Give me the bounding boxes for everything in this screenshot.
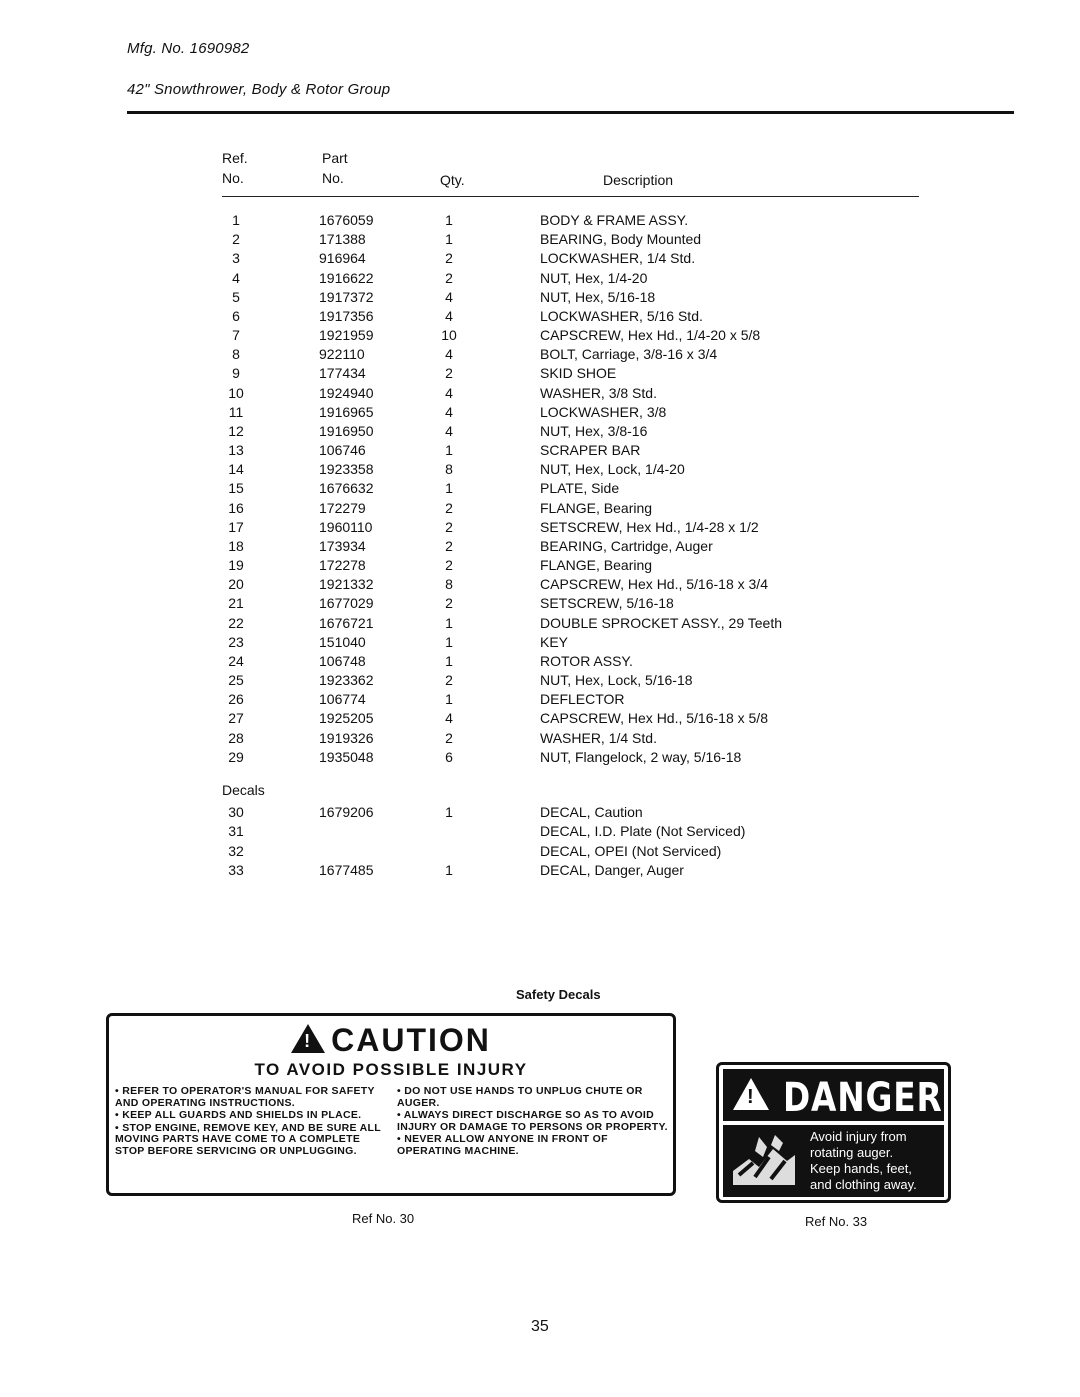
part-number: 1676721 (319, 614, 374, 631)
quantity: 2 (445, 365, 453, 382)
quantity: 1 (445, 652, 453, 669)
table-row (0, 346, 1080, 365)
danger-message: Avoid injury from rotating auger. Keep hands, feet, and clothing away. (810, 1129, 917, 1192)
part-number: 1924940 (319, 384, 374, 401)
description: DECAL, I.D. Plate (Not Serviced) (540, 823, 746, 840)
part-number: 1676632 (319, 480, 374, 497)
description: BEARING, Cartridge, Auger (540, 537, 713, 554)
ref-number: 11 (228, 403, 244, 420)
ref-number: 7 (232, 327, 240, 344)
caution-item: • ALWAYS DIRECT DISCHARGE SO AS TO AVOID INJURY OR DAMAGE TO PERSONS OR PROPERTY. (397, 1109, 668, 1133)
quantity: 6 (445, 748, 453, 765)
part-number: 1676059 (319, 212, 374, 228)
quantity: 8 (445, 461, 453, 478)
part-number: 1935048 (319, 748, 374, 765)
table-row (0, 691, 1080, 710)
table-row (0, 212, 1080, 231)
part-number: 1916950 (319, 422, 374, 439)
ref-number: 18 (228, 537, 244, 554)
table-row (0, 595, 1080, 614)
quantity: 2 (445, 518, 453, 535)
table-row (0, 250, 1080, 269)
table-row (0, 576, 1080, 595)
caution-item: • NEVER ALLOW ANYONE IN FRONT OF OPERATING MACHINE. (397, 1133, 608, 1157)
table-row (0, 500, 1080, 519)
danger-decal (716, 1062, 951, 1203)
ref-number: 19 (228, 557, 244, 574)
ref-number: 6 (232, 307, 240, 324)
description: BODY & FRAME ASSY. (540, 212, 689, 228)
caution-decal (106, 1013, 676, 1196)
header-rule (127, 111, 1014, 114)
part-number: 1919326 (319, 729, 374, 746)
part-number: 1677485 (319, 861, 374, 878)
safety-decals-caption: Safety Decals (516, 987, 601, 1002)
ref-number: 32 (228, 842, 244, 859)
quantity: 2 (445, 557, 453, 574)
table-row (0, 730, 1080, 749)
table-row (0, 404, 1080, 423)
caution-title: ! CAUTION (109, 1022, 673, 1059)
description: DECAL, Caution (540, 804, 643, 820)
quantity: 4 (445, 384, 453, 401)
quantity: 4 (445, 403, 453, 420)
table-row (0, 557, 1080, 576)
ref-number: 5 (232, 288, 240, 305)
table-row (0, 270, 1080, 289)
table-row (0, 461, 1080, 480)
danger-header (723, 1069, 944, 1121)
quantity: 4 (445, 288, 453, 305)
table-row (0, 365, 1080, 384)
caution-left-items (115, 1086, 391, 1158)
part-number: 1921959 (319, 327, 374, 344)
ref-number: 26 (228, 691, 244, 708)
quantity: 8 (445, 576, 453, 593)
description: SKID SHOE (540, 365, 617, 382)
table-row (0, 327, 1080, 346)
quantity: 4 (445, 422, 453, 439)
caution-right-items (397, 1086, 669, 1158)
table-row (0, 749, 1080, 768)
part-number: 916964 (319, 250, 366, 267)
mfg-number: Mfg. No. 1690982 (127, 40, 250, 57)
page-number: 35 (531, 1318, 549, 1335)
part-number: 177434 (319, 365, 366, 382)
quantity: 1 (445, 442, 453, 459)
table-row (0, 385, 1080, 404)
table-row (0, 480, 1080, 499)
table-row (0, 231, 1080, 250)
ref-number: 2 (232, 231, 240, 248)
warning-triangle-icon: ! (733, 1078, 769, 1110)
danger-body (723, 1125, 944, 1197)
table-header-rule (222, 196, 919, 197)
col-part-heading: Part No. (322, 150, 348, 186)
ref-number: 20 (228, 576, 244, 593)
description: DECAL, Danger, Auger (540, 861, 684, 878)
col-qty-heading: Qty. (440, 172, 465, 188)
quantity: 2 (445, 537, 453, 554)
part-number: 106774 (319, 691, 366, 708)
quantity: 2 (445, 269, 453, 286)
part-number: 151040 (319, 633, 366, 650)
part-number: 1923362 (319, 672, 374, 689)
description: SETSCREW, Hex Hd., 1/4-28 x 1/2 (540, 518, 759, 535)
part-number: 922110 (319, 346, 365, 363)
quantity: 1 (445, 633, 453, 650)
part-number: 1921332 (319, 576, 374, 593)
table-row (0, 672, 1080, 691)
quantity: 4 (445, 346, 453, 363)
ref-number: 8 (232, 346, 240, 363)
ref-number: 4 (232, 269, 240, 286)
quantity: 2 (445, 595, 453, 612)
description: LOCKWASHER, 1/4 Std. (540, 250, 696, 267)
ref-number: 28 (228, 729, 244, 746)
description: NUT, Hex, 5/16-18 (540, 288, 656, 305)
table-row (0, 615, 1080, 634)
caution-ref-label: Ref No. 30 (352, 1211, 415, 1226)
table-row (0, 804, 1080, 823)
part-number: 106746 (319, 442, 366, 459)
danger-title: DANGER (783, 1075, 943, 1121)
part-number: 1916965 (319, 403, 374, 420)
description: DECAL, OPEI (Not Serviced) (540, 842, 722, 859)
part-number: 173934 (319, 537, 366, 554)
part-number: 1923358 (319, 461, 374, 478)
part-number: 1679206 (319, 804, 374, 820)
ref-number: 23 (228, 633, 244, 650)
description: WASHER, 3/8 Std. (540, 384, 657, 401)
table-row (0, 519, 1080, 538)
ref-number: 16 (228, 499, 244, 516)
part-number: 1917356 (319, 307, 374, 324)
ref-number: 13 (228, 442, 244, 459)
ref-number: 21 (228, 595, 244, 612)
part-number: 1925205 (319, 710, 374, 727)
description: SETSCREW, 5/16-18 (540, 595, 674, 612)
col-desc-heading: Description (603, 172, 674, 188)
warning-triangle-icon: ! (291, 1024, 325, 1053)
description: CAPSCREW, Hex Hd., 5/16-18 x 3/4 (540, 576, 768, 593)
description: ROTOR ASSY. (540, 652, 633, 669)
quantity: 1 (445, 691, 453, 708)
description: LOCKWASHER, 3/8 (540, 403, 667, 420)
description: WASHER, 1/4 Std. (540, 729, 657, 746)
quantity: 1 (445, 231, 453, 248)
table-row (0, 843, 1080, 862)
group-title: 42" Snowthrower, Body & Rotor Group (127, 81, 391, 98)
table-row (0, 862, 1080, 881)
description: NUT, Hex, 3/8-16 (540, 422, 648, 439)
ref-number: 1 (232, 212, 240, 228)
description: BOLT, Carriage, 3/8-16 x 3/4 (540, 346, 718, 363)
quantity: 1 (445, 212, 453, 228)
ref-number: 12 (228, 422, 244, 439)
description: CAPSCREW, Hex Hd., 1/4-20 x 5/8 (540, 327, 761, 344)
table-row (0, 442, 1080, 461)
quantity: 4 (445, 710, 453, 727)
table-row (0, 823, 1080, 842)
table-row (0, 653, 1080, 672)
description: DOUBLE SPROCKET ASSY., 29 Teeth (540, 614, 783, 631)
ref-number: 14 (228, 461, 244, 478)
table-row (0, 538, 1080, 557)
quantity: 1 (445, 804, 453, 820)
description: DEFLECTOR (540, 691, 625, 708)
description: FLANGE, Bearing (540, 499, 653, 516)
quantity: 1 (445, 861, 453, 878)
danger-ref-label: Ref No. 33 (805, 1214, 868, 1229)
description: BEARING, Body Mounted (540, 231, 702, 248)
quantity: 1 (445, 480, 453, 497)
description: SCRAPER BAR (540, 442, 641, 459)
decals-heading: Decals (222, 782, 265, 798)
caution-item: • KEEP ALL GUARDS AND SHIELDS IN PLACE. (115, 1109, 362, 1121)
col-ref-heading: Ref. No. (222, 150, 248, 186)
description: NUT, Flangelock, 2 way, 5/16-18 (540, 748, 742, 765)
table-row (0, 634, 1080, 653)
ref-number: 33 (228, 861, 244, 878)
ref-number: 22 (228, 614, 244, 631)
caution-subtitle: TO AVOID POSSIBLE INJURY (254, 1060, 528, 1079)
part-number: 1916622 (319, 269, 374, 286)
table-row (0, 423, 1080, 442)
description: NUT, Hex, Lock, 5/16-18 (540, 672, 693, 689)
part-number: 1960110 (319, 518, 373, 535)
ref-number: 31 (228, 823, 244, 840)
description: CAPSCREW, Hex Hd., 5/16-18 x 5/8 (540, 710, 768, 727)
ref-number: 30 (228, 804, 244, 820)
ref-number: 9 (232, 365, 240, 382)
quantity: 2 (445, 729, 453, 746)
table-row (0, 710, 1080, 729)
ref-number: 15 (228, 480, 244, 497)
description: FLANGE, Bearing (540, 557, 653, 574)
ref-number: 25 (228, 672, 244, 689)
table-row (0, 308, 1080, 327)
part-number: 106748 (319, 652, 366, 669)
description: PLATE, Side (540, 480, 620, 497)
ref-number: 24 (228, 652, 244, 669)
auger-hazard-icon (729, 1131, 799, 1191)
ref-number: 29 (228, 748, 244, 765)
quantity: 1 (445, 614, 453, 631)
caution-item: • STOP ENGINE, REMOVE KEY, AND BE SURE ALL MOVING PARTS HAVE COME TO A COMPLETE STOP BEFORE SERVICING OR UNPLUGGING. (115, 1121, 381, 1157)
ref-number: 10 (228, 384, 244, 401)
part-number: 1677029 (319, 595, 374, 612)
description: NUT, Hex, Lock, 1/4-20 (540, 461, 685, 478)
part-number: 172279 (319, 499, 366, 516)
caution-item: • DO NOT USE HANDS TO UNPLUG CHUTE OR AUGER. (397, 1085, 643, 1109)
table-row (0, 289, 1080, 308)
part-number: 171388 (319, 231, 366, 248)
quantity: 2 (445, 250, 453, 267)
description: NUT, Hex, 1/4-20 (540, 269, 648, 286)
part-number: 1917372 (319, 288, 374, 305)
ref-number: 27 (228, 710, 244, 727)
part-number: 172278 (319, 557, 366, 574)
quantity: 2 (445, 499, 453, 516)
description: LOCKWASHER, 5/16 Std. (540, 307, 703, 324)
quantity: 10 (441, 327, 457, 344)
description: KEY (540, 633, 569, 650)
quantity: 4 (445, 307, 453, 324)
ref-number: 17 (228, 518, 244, 535)
quantity: 2 (445, 672, 453, 689)
caution-item: • REFER TO OPERATOR'S MANUAL FOR SAFETY AND OPERATING INSTRUCTIONS. (115, 1085, 375, 1109)
ref-number: 3 (232, 250, 240, 267)
